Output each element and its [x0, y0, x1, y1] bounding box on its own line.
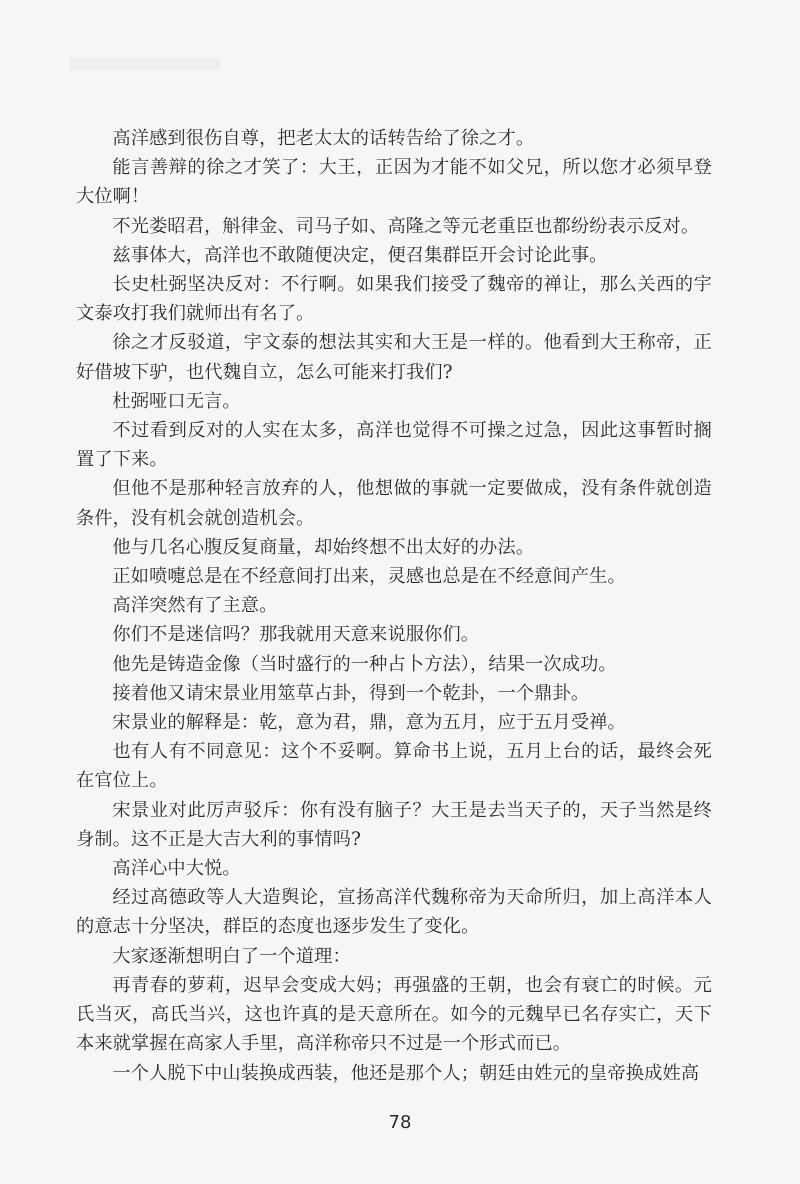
- paragraph: 你们不是迷信吗？那我就用天意来说服你们。: [112, 624, 480, 646]
- paragraph: 正如喷嚏总是在不经意间打出来，灵感也总是在不经意间产生。: [112, 566, 626, 588]
- paragraph: 高洋心中大悦。: [112, 858, 241, 880]
- body-text: [76, 124, 712, 1088]
- paragraph: 大家逐渐想明白了一个道理：: [112, 945, 351, 967]
- paragraph: 杜弼哑口无言。: [112, 390, 241, 412]
- faded-running-header: [70, 58, 220, 70]
- paragraph: 能言善辩的徐之才笑了：大王，正因为才能不如父兄，所以您才必须早登大位啊！: [76, 157, 712, 208]
- paragraph: 但他不是那种轻言放弃的人，他想做的事就一定要做成，没有条件就创造条件，没有机会就创造机会。: [76, 478, 712, 529]
- paragraph: 经过高德政等人大造舆论，宣扬高洋代魏称帝为天命所归，加上高洋本人的意志十分坚决，群臣的态度也逐步发生了变化。: [76, 887, 712, 938]
- paragraph: 一个人脱下中山装换成西装，他还是那个人；朝廷由姓元的皇帝换成姓高: [112, 1062, 700, 1084]
- paragraph: 不光娄昭君，斛律金、司马子如、高隆之等元老重臣也都纷纷表示反对。: [112, 215, 700, 237]
- paragraph: 宋景业的解释是：乾，意为君，鼎，意为五月，应于五月受禅。: [112, 712, 626, 734]
- page-number: 78: [388, 1112, 412, 1133]
- paragraph: 高洋突然有了主意。: [112, 595, 278, 617]
- paragraph: 他先是铸造金像（当时盛行的一种占卜方法），结果一次成功。: [112, 653, 617, 675]
- paragraph: 接着他又请宋景业用筮草占卦，得到一个乾卦，一个鼎卦。: [112, 682, 590, 704]
- paragraph: 不过看到反对的人实在太多，高洋也觉得不可操之过急，因此这事暂时搁置了下来。: [76, 420, 712, 471]
- paragraph: 再青春的萝莉，迟早会变成大妈；再强盛的王朝，也会有衰亡的时候。元氏当灭，高氏当兴，这也许真的是天意所在。如今的元魏早已名存实亡，天下本来就掌握在高家人手里，高洋称帝只不过是一个形式而已。: [76, 974, 712, 1055]
- paragraph: 也有人有不同意见：这个不妥啊。算命书上说，五月上台的话，最终会死在官位上。: [76, 741, 712, 792]
- paragraph: 高洋感到很伤自尊，把老太太的话转告给了徐之才。: [112, 128, 535, 149]
- paragraph: 他与几名心腹反复商量，却始终想不出太好的办法。: [112, 536, 535, 558]
- paragraph: 兹事体大，高洋也不敢随便决定，便召集群臣开会讨论此事。: [112, 244, 608, 266]
- paragraph: 徐之才反驳道，宇文泰的想法其实和大王是一样的。他看到大王称帝，正好借坡下驴，也代魏自立，怎么可能来打我们?: [76, 332, 712, 383]
- paragraph: 长史杜弼坚决反对：不行啊。如果我们接受了魏帝的禅让，那么关西的宇文泰攻打我们就师出有名了。: [76, 274, 712, 325]
- paragraph: 宋景业对此厉声驳斥：你有没有脑子？大王是去当天子的，天子当然是终身制。这不正是大吉大利的事情吗?: [76, 799, 712, 850]
